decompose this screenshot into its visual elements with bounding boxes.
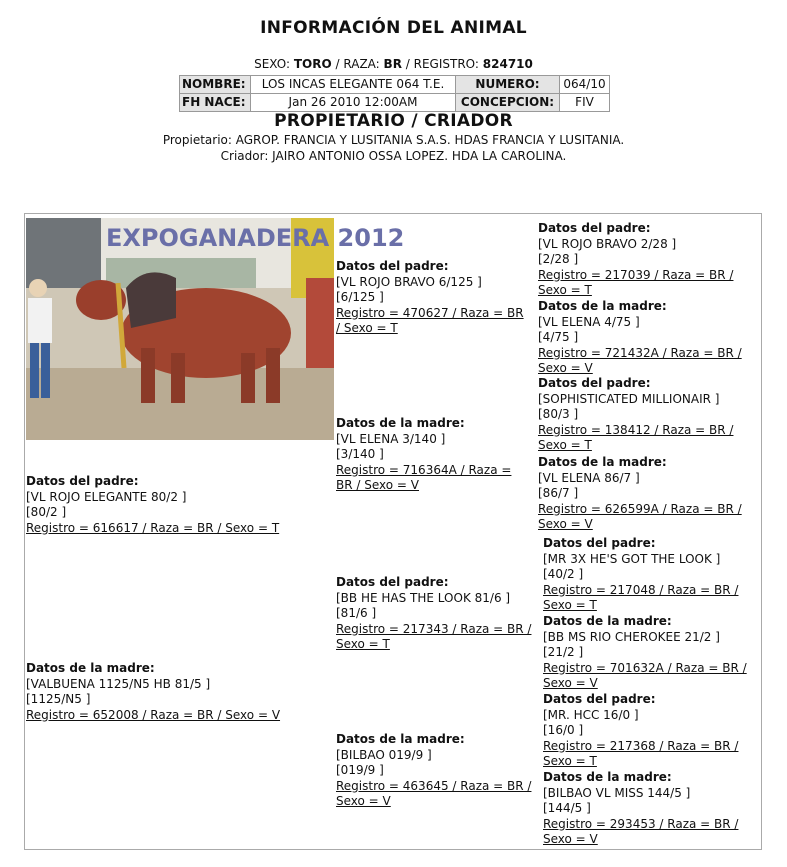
info-row-1 [180,76,610,94]
pedigree-header: Datos del padre: [336,575,449,589]
pedigree-name: [SOPHISTICATED MILLIONAIR ] [538,391,720,406]
pedigree-registro: Registro = 293453 / Raza = BR / Sexo = V [543,816,739,847]
pedigree-code: [86/7 ] [538,486,579,501]
pedigree-header: Datos del padre: [538,376,651,390]
pedigree-dd-sire [543,692,758,770]
pedigree-header: Datos del padre: [336,259,449,273]
pedigree-code: [1125/N5 ] [26,692,91,707]
pedigree-name: [BB HE HAS THE LOOK 81/6 ] [336,590,511,605]
pedigree-dam-dam [336,732,541,810]
pedigree-name: [VL ELENA 86/7 ] [538,470,640,485]
pedigree-code: [3/140 ] [336,447,384,462]
pedigree-registro: Registro = 616617 / Raza = BR / Sexo = T [26,520,280,535]
pedigree-name: [VL ROJO BRAVO 2/28 ] [538,236,677,251]
pedigree-code: [40/2 ] [543,567,584,582]
pedigree-header: Datos del padre: [538,221,651,235]
pedigree-header: Datos del padre: [543,692,656,706]
pedigree-name: [MR. HCC 16/0 ] [543,707,639,722]
pedigree-header: Datos de la madre: [336,416,465,430]
pedigree-ds-sire [543,536,758,614]
pedigree-name: [VL ROJO ELEGANTE 80/2 ] [26,489,187,504]
numero-value: 064/10 [560,76,610,94]
pedigree-ss-sire [538,221,756,299]
pedigree-sire-sire [336,259,526,337]
pedigree-dam [26,661,331,723]
pedigree-code: [80/3 ] [538,407,579,422]
pedigree-sd-sire [538,376,756,454]
pedigree-code: [144/5 ] [543,801,591,816]
pedigree-name: [BB MS RIO CHEROKEE 21/2 ] [543,629,720,644]
pedigree-header: Datos del padre: [26,474,139,488]
pedigree-name: [VL ROJO BRAVO 6/125 ] [336,274,482,289]
pedigree-sire [26,474,331,536]
numero-label: NUMERO: [456,76,560,94]
pedigree-name: [VALBUENA 1125/N5 HB 81/5 ] [26,676,211,691]
animal-info-table [179,75,610,112]
concepcion-label: CONCEPCION: [456,94,560,112]
pedigree-code: [81/6 ] [336,606,377,621]
pedigree-dd-dam [543,770,758,848]
sexo-value: TORO [293,57,332,71]
pedigree-code: [019/9 ] [336,763,384,778]
pedigree-code: [4/75 ] [538,330,579,345]
pedigree-name: [VL ELENA 3/140 ] [336,431,446,446]
pedigree-registro: Registro = 626599A / Raza = BR / Sexo = V [538,501,742,532]
pedigree-header: Datos del padre: [543,536,656,550]
pedigree-registro: Registro = 138412 / Raza = BR / Sexo = T [538,422,734,453]
pedigree-header: Datos de la madre: [543,614,672,628]
pedigree-registro: Registro = 217039 / Raza = BR / Sexo = T [538,267,734,298]
pedigree-name: [VL ELENA 4/75 ] [538,314,640,329]
pedigree-registro: Registro = 217343 / Raza = BR / Sexo = T [336,621,532,652]
nombre-value: LOS INCAS ELEGANTE 064 T.E. [251,76,456,94]
pedigree-registro: Registro = 652008 / Raza = BR / Sexo = V [26,707,281,722]
pedigree-header: Datos de la madre: [336,732,465,746]
fh-nace-value: Jan 26 2010 12:00AM [251,94,456,112]
propietario-line: Propietario: AGROP. FRANCIA Y LUSITANIA S.A.S. HDAS FRANCIA Y LUSITANIA. [162,133,625,147]
fh-nace-label: FH NACE: [180,94,251,112]
pedigree-registro: Registro = 463645 / Raza = BR / Sexo = V [336,778,532,809]
animal-summary-line [0,57,787,71]
pedigree-name: [BILBAO 019/9 ] [336,747,432,762]
pedigree-registro: Registro = 721432A / Raza = BR / Sexo = V [538,345,742,376]
concepcion-value: FIV [560,94,610,112]
criador-line: Criador: JAIRO ANTONIO OSSA LOPEZ. HDA LA CAROLINA. [220,149,567,163]
expo-banner-text: EXPOGANADERA 2012 [106,224,405,252]
owner-section-title: PROPIETARIO / CRIADOR [274,111,513,131]
pedigree-dam-sire [336,575,541,653]
pedigree-header: Datos de la madre: [26,661,155,675]
page-title: INFORMACIÓN DEL ANIMAL [260,18,527,38]
pedigree-sd-dam [538,455,756,533]
info-row-2 [180,94,610,112]
raza-label: / RAZA: [335,57,380,71]
registro-value: 824710 [482,57,533,71]
pedigree-header: Datos de la madre: [538,299,667,313]
pedigree-code: [2/28 ] [538,252,579,267]
pedigree-registro: Registro = 701632A / Raza = BR / Sexo = V [543,660,747,691]
pedigree-name: [MR 3X HE'S GOT THE LOOK ] [543,551,721,566]
nombre-label: NOMBRE: [180,76,251,94]
pedigree-header: Datos de la madre: [543,770,672,784]
pedigree-sire-dam [336,416,526,494]
pedigree-name: [BILBAO VL MISS 144/5 ] [543,785,691,800]
sexo-label: SEXO: [254,57,291,71]
pedigree-header: Datos de la madre: [538,455,667,469]
pedigree-registro: Registro = 217048 / Raza = BR / Sexo = T [543,582,739,613]
pedigree-registro: Registro = 470627 / Raza = BR / Sexo = T [336,305,524,336]
pedigree-code: [6/125 ] [336,290,384,305]
pedigree-ss-dam [538,299,756,377]
pedigree-registro: Registro = 217368 / Raza = BR / Sexo = T [543,738,739,769]
pedigree-code: [21/2 ] [543,645,584,660]
pedigree-code: [16/0 ] [543,723,584,738]
pedigree-registro: Registro = 716364A / Raza = BR / Sexo = V [336,462,512,493]
pedigree-ds-dam [543,614,758,692]
raza-value: BR [383,57,402,71]
pedigree-code: [80/2 ] [26,505,67,520]
registro-label: / REGISTRO: [405,57,479,71]
